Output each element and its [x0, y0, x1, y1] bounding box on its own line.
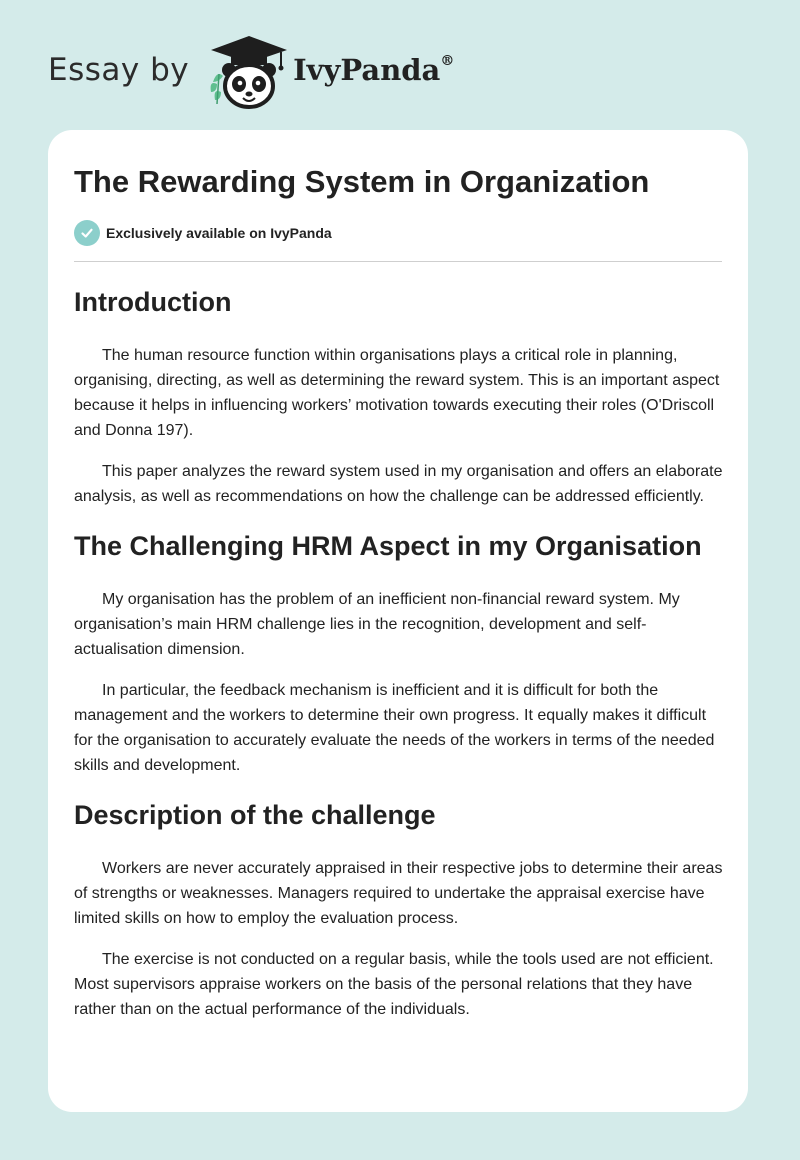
essay-card [48, 130, 748, 1112]
site-header [48, 30, 454, 110]
paragraph: The exercise is not conducted on a regular basis, while the tools used are not efficient. Most supervisors appraise workers on the basis of the personal relations that they have rather than on the actual performance of the individuals. [74, 951, 714, 1018]
registered-mark: ® [440, 53, 455, 70]
brand-name[interactable]: IvyPanda® [293, 53, 455, 87]
paragraph: This paper analyzes the reward system used in my organisation and offers an elaborate analysis, as well as recommendations on how the challenge can be addressed efficiently. [74, 463, 723, 505]
section-heading-introduction: Introduction [74, 287, 232, 317]
section-heading-description-of-challenge: Description of the challenge [74, 800, 436, 830]
exclusive-badge [74, 220, 332, 246]
section-heading-challenging-hrm-aspect: The Challenging HRM Aspect in my Organisation [74, 531, 702, 561]
brand-prefix: Essay by [48, 52, 190, 88]
exclusive-label: Exclusively available on IvyPanda [106, 225, 332, 241]
paragraph: Workers are never accurately appraised in their respective jobs to determine their areas of strengths or weaknesses. Managers required to undertake the appraisal exercise have limited skills on how to employ the evaluation process. [74, 860, 723, 927]
paragraph: The human resource function within organisations plays a critical role in planning, organising, directing, as well as determining the reward system. This is an important aspect because it helps in influencing workers’ motivation towards executing their roles (O'Driscoll and Donna 197). [74, 347, 720, 439]
essay-title: The Rewarding System in Organization [74, 164, 650, 199]
divider [74, 261, 722, 262]
essay-body [74, 282, 724, 1022]
panda-graduate-icon[interactable] [203, 30, 289, 110]
paragraph: My organisation has the problem of an inefficient non-financial reward system. My organisation’s main HRM challenge lies in the recognition, development and self-actualisation dimension. [74, 591, 680, 658]
check-icon [74, 220, 100, 246]
paragraph: In particular, the feedback mechanism is inefficient and it is difficult for both the management and the workers to determine their own progress. It equally makes it difficult for the organisation to accurately evaluate the needs of the workers in terms of the needed skills and development. [74, 682, 715, 774]
